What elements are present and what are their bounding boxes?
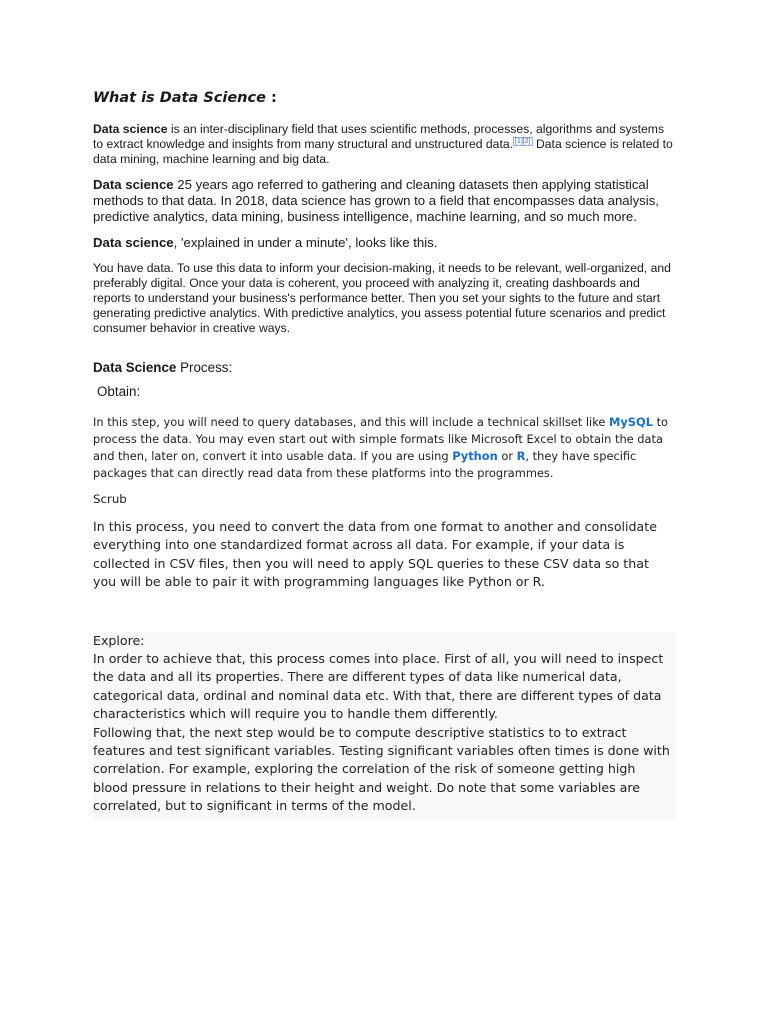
intro-text-continued: Data science is related to data mining, machine learning and big data. [93,137,673,166]
intro-paragraph-2 [93,177,676,225]
python-link[interactable]: Python [452,449,498,463]
intro-paragraph-3 [93,235,676,251]
process-text: Process: [176,360,233,375]
process-bold: Data Science [93,360,177,375]
explore-section [93,632,676,820]
obtain-label: Obtain: [97,384,141,399]
intro-text: , 'explained in under a minute', looks like this. [173,235,438,250]
scrub-paragraph: In this process, you need to convert the data from one format to another and consolidate everything into one standardized format across all data. For example, if your data is collected in CSV files, then you will need to apply SQL queries to these CSV data so that you will be able to pair it with programming languages like Python or R. [93,519,657,590]
explained-paragraph: You have data. To use this data to inform your decision-making, it needs to be relevant, well-organized, and preferably digital. Once your data is coherent, you proceed with analyzing it, creating dashboards and reports to understand your business's performance better. Then you set your sights to the future and start generating predictive analytics. With predictive analytics, you assess potential future scenarios and predict consumer behavior in creative ways. [93,261,671,335]
title-colon: : [265,90,277,106]
r-link[interactable]: R [516,449,526,463]
intro-text: 25 years ago referred to gathering and cleaning datasets then applying statistical methods to that data. In 2018, data science has grown to a field that encompasses data analysis, predictive analytics, data mining, business intelligence, machine learning, and so much more. [93,177,659,224]
obtain-text: , they have specific packages that can directly read data from these platforms into the programmes. [93,449,637,480]
obtain-text: to process the data. You may even start out with simple formats like Microsoft Excel to obtain the data and then, later on, convert it into usable data. If you are using [93,415,669,463]
title-text: What is Data Science [93,90,266,106]
obtain-paragraph [93,414,676,482]
document-page [93,88,676,820]
mysql-link[interactable]: MySQL [609,415,653,429]
scrub-label: Scrub [93,492,127,506]
obtain-text: or [497,449,517,463]
term-bold: Data science [93,177,174,192]
process-heading [93,360,676,376]
reference-link[interactable]: [1][2] [515,137,531,145]
page-title [93,88,676,108]
explore-label: Explore: [93,632,145,648]
intro-text: is an inter-disciplinary field that uses scientific methods, processes, algorithms and systems to extract knowledge and insights from many structural and unstructured data. [93,122,665,151]
intro-paragraph-1 [93,122,676,167]
explore-paragraph-1: In order to achieve that, this process comes into place. First of all, you will need to inspect the data and all its properties. There are different types of data like numerical data, categorical data, ordinal and nominal data etc. With that, there are different types of data characteristics which will require you to handle them differently. [93,651,664,722]
obtain-text: In this step, you will need to query databases, and this will include a technical skillset like [93,415,610,429]
term-bold: Data science [93,122,168,136]
explore-paragraph-2: Following that, the next step would be to compute descriptive statistics to to extract features and test significant variables. Testing significant variables often times is done with correlation. For example, exploring the correlation of the risk of someone getting high blood pressure in relations to their height and weight. Do note that some variables are correlated, but to significant in terms of the model. [93,724,670,814]
term-bold: Data science [93,235,174,250]
